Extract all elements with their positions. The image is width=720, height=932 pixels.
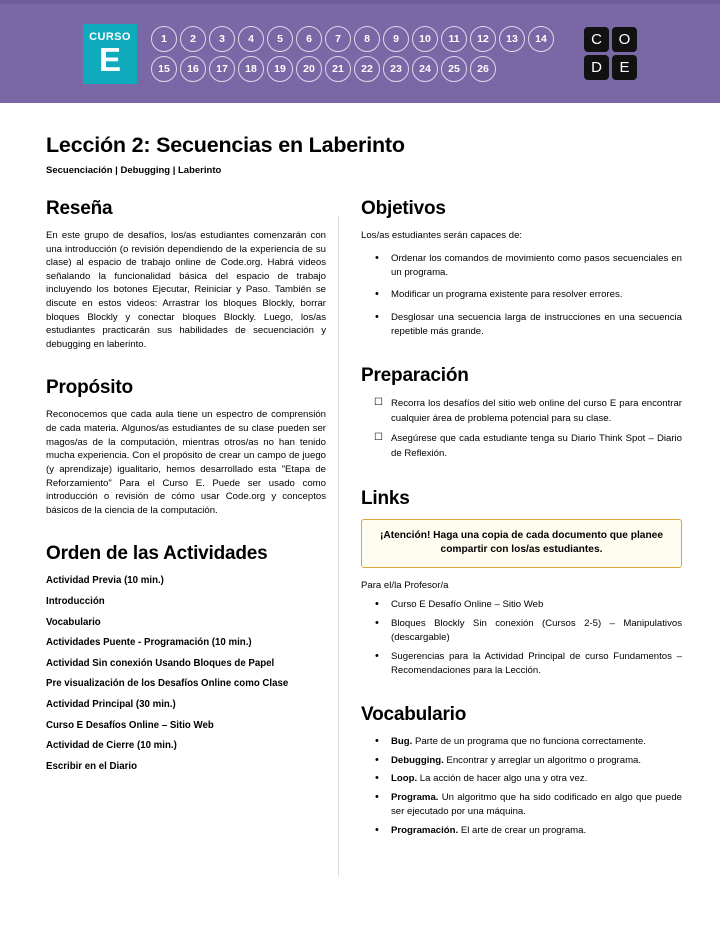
- lesson-number-circle[interactable]: 24: [412, 56, 438, 82]
- vocabulario-term: Programación.: [391, 825, 459, 837]
- activity-item: Curso E Desafíos Online – Sitio Web: [46, 719, 214, 731]
- lesson-number-circle[interactable]: 7: [325, 26, 351, 52]
- course-badge-letter: E: [98, 40, 121, 78]
- proposito-text: Reconocemos que cada aula tiene un espectro de comprensión de cada materia. Algunos/as estudiantes de su clase pueden ser magos/as de la computación, mientras otros/as no han tenido mucha experiencia. Con el propósito de crear un campo de juego (y aprendizaje) igualitario, hemos desarrollado esta "Etapa de Reforzamiento" Para el Curso E. Puede ser usado como introducción o revisión de cómo usar Code.org y conceptos básicos de la ciencia de la computación.: [46, 409, 326, 516]
- vocabulario-definition: Un algoritmo que ha sido codificado en algo que puede ser ejecutado por una máquina.: [391, 792, 682, 818]
- lesson-number-circle[interactable]: 11: [441, 26, 467, 52]
- vocabulario-definition: El arte de crear un programa.: [458, 825, 587, 837]
- activity-item: Actividad Principal (30 min.): [46, 698, 176, 710]
- code-logo-tile-o: O: [612, 27, 637, 52]
- lesson-number-circle[interactable]: 8: [354, 26, 380, 52]
- activity-item: Pre visualización de los Desafíos Online como Clase: [46, 678, 289, 690]
- vocabulario-term: Debugging.: [391, 754, 444, 766]
- vocabulario-item: [391, 754, 682, 768]
- right-column: [339, 198, 682, 876]
- lesson-number-circle[interactable]: 26: [470, 56, 496, 82]
- vocabulario-definition: Parte de un programa que no funciona correctamente.: [412, 735, 646, 747]
- vocabulario-item: [391, 772, 682, 786]
- lesson-number-circle[interactable]: 3: [209, 26, 235, 52]
- page-subtitle: Secuenciación | Debugging | Laberinto: [46, 165, 222, 176]
- vocabulario-heading: Vocabulario: [361, 703, 467, 725]
- lesson-number-circle[interactable]: 17: [209, 56, 235, 82]
- links-list: [361, 598, 682, 678]
- lesson-number-circle[interactable]: 15: [151, 56, 177, 82]
- lesson-number-circle[interactable]: 23: [383, 56, 409, 82]
- attention-callout: ¡Atención! Haga una copia de cada documento que planee compartir con los/as estudiantes.: [361, 519, 682, 569]
- lesson-number-row-1: [151, 26, 554, 52]
- page-title: Lección 2: Secuencias en Laberinto: [46, 133, 405, 157]
- lesson-number-circle[interactable]: 4: [238, 26, 264, 52]
- resena-heading: Reseña: [46, 198, 113, 219]
- vocabulario-definition: La acción de hacer algo una y otra vez.: [417, 773, 588, 785]
- activity-item: Actividad Sin conexión Usando Bloques de Papel: [46, 657, 275, 669]
- lesson-number-circle[interactable]: 20: [296, 56, 322, 82]
- activity-item: Escribir en el Diario: [46, 760, 137, 772]
- activity-item: Vocabulario: [46, 616, 101, 628]
- course-badge: [83, 24, 137, 84]
- activity-item: Actividades Puente - Programación (10 min.): [46, 637, 252, 649]
- vocabulario-term: Loop.: [391, 773, 418, 785]
- activity-item: Introducción: [46, 595, 105, 607]
- objetivo-item: • Modificar un programa existente para resolver errores.: [391, 288, 682, 302]
- vocabulario-item: [391, 824, 682, 838]
- code-logo-tile-c: C: [584, 27, 609, 52]
- lesson-number-circle[interactable]: 1: [151, 26, 177, 52]
- preparacion-list: [361, 396, 682, 461]
- course-badge-word: CURSO: [89, 30, 131, 43]
- orden-actividades-list: [46, 574, 326, 772]
- vocabulario-item: [391, 791, 682, 819]
- lesson-number-circle[interactable]: 16: [180, 56, 206, 82]
- two-column-layout: [46, 198, 682, 876]
- lesson-number-circle[interactable]: 10: [412, 26, 438, 52]
- activity-item: Actividad Previa (10 min.): [46, 575, 164, 587]
- lesson-number-row-2: [151, 56, 554, 82]
- orden-actividades-heading: Orden de las Actividades: [46, 543, 268, 565]
- preparacion-heading: Preparación: [361, 365, 469, 387]
- objetivo-item: • Ordenar los comandos de movimiento como pasos secuenciales en un programa.: [391, 252, 682, 280]
- code-org-logo: [584, 27, 637, 80]
- resena-text: En este grupo de desafíos, los/as estudiantes comenzarán con una introducción (o revisión dependiendo de la experiencia de su clase) al espacio de trabajo online de Code.org. Habrá videos señalando la funcionalidad básica del espacio de trabajo incluyendo los botones Ejecutar, Reiniciar y Paso. También se discute en estos videos: Arrastrar los bloques Blockly, borrar bloques Blockly y conectar bloques Blockly. Luego, los/as estudiantes practicarán sus habilidades de secuenciación y debugging en laberinto.: [46, 230, 326, 350]
- lesson-number-circles: [151, 26, 554, 82]
- links-lead: Para el/la Profesor/a: [361, 580, 449, 592]
- lesson-number-circle[interactable]: 25: [441, 56, 467, 82]
- vocabulario-term: Programa.: [391, 792, 439, 804]
- lesson-number-circle[interactable]: 14: [528, 26, 554, 52]
- preparacion-item: ☐ Asegúrese que cada estudiante tenga su Diario Think Spot – Diario de Reflexión.: [391, 431, 682, 462]
- links-heading: Links: [361, 487, 410, 509]
- vocabulario-definition: Encontrar y arreglar un algoritmo o programa.: [443, 754, 642, 766]
- activity-item: Actividad de Cierre (10 min.): [46, 740, 177, 752]
- lesson-number-circle[interactable]: 2: [180, 26, 206, 52]
- objetivos-lead: Los/as estudiantes serán capaces de:: [361, 230, 523, 241]
- lesson-number-circle[interactable]: 13: [499, 26, 525, 52]
- code-logo-tile-e: E: [612, 55, 637, 80]
- header-inner: [83, 24, 637, 84]
- objetivo-item: • Desglosar una secuencia larga de instrucciones en una secuencia repetible más grande.: [391, 311, 682, 339]
- page-content: [0, 103, 720, 876]
- vocabulario-list: [361, 735, 682, 838]
- left-column: [46, 198, 338, 876]
- page-header-band: [0, 0, 720, 103]
- lesson-number-circle[interactable]: 12: [470, 26, 496, 52]
- code-logo-tile-d: D: [584, 55, 609, 80]
- proposito-heading: Propósito: [46, 377, 133, 399]
- lesson-number-circle[interactable]: 9: [383, 26, 409, 52]
- lesson-number-circle[interactable]: 18: [238, 56, 264, 82]
- lesson-number-circle[interactable]: 19: [267, 56, 293, 82]
- objetivos-list: [361, 252, 682, 340]
- lesson-number-circle[interactable]: 21: [325, 56, 351, 82]
- lesson-number-circle[interactable]: 22: [354, 56, 380, 82]
- link-item: • Curso E Desafío Online – Sitio Web: [391, 598, 682, 612]
- vocabulario-item: [391, 735, 682, 749]
- vocabulario-term: Bug.: [391, 735, 413, 747]
- objetivos-heading: Objetivos: [361, 198, 446, 219]
- link-item: • Bloques Blockly Sin conexión (Cursos 2-5) – Manipulativos (descargable): [391, 617, 682, 645]
- lesson-number-circle[interactable]: 5: [267, 26, 293, 52]
- link-item: • Sugerencias para la Actividad Principal de curso Fundamentos – Recomendaciones para la Lección.: [391, 650, 682, 678]
- lesson-number-circle[interactable]: 6: [296, 26, 322, 52]
- preparacion-item: ☐ Recorra los desafíos del sitio web online del curso E para encontrar cualquier área de problema potencial para su clase.: [391, 396, 682, 427]
